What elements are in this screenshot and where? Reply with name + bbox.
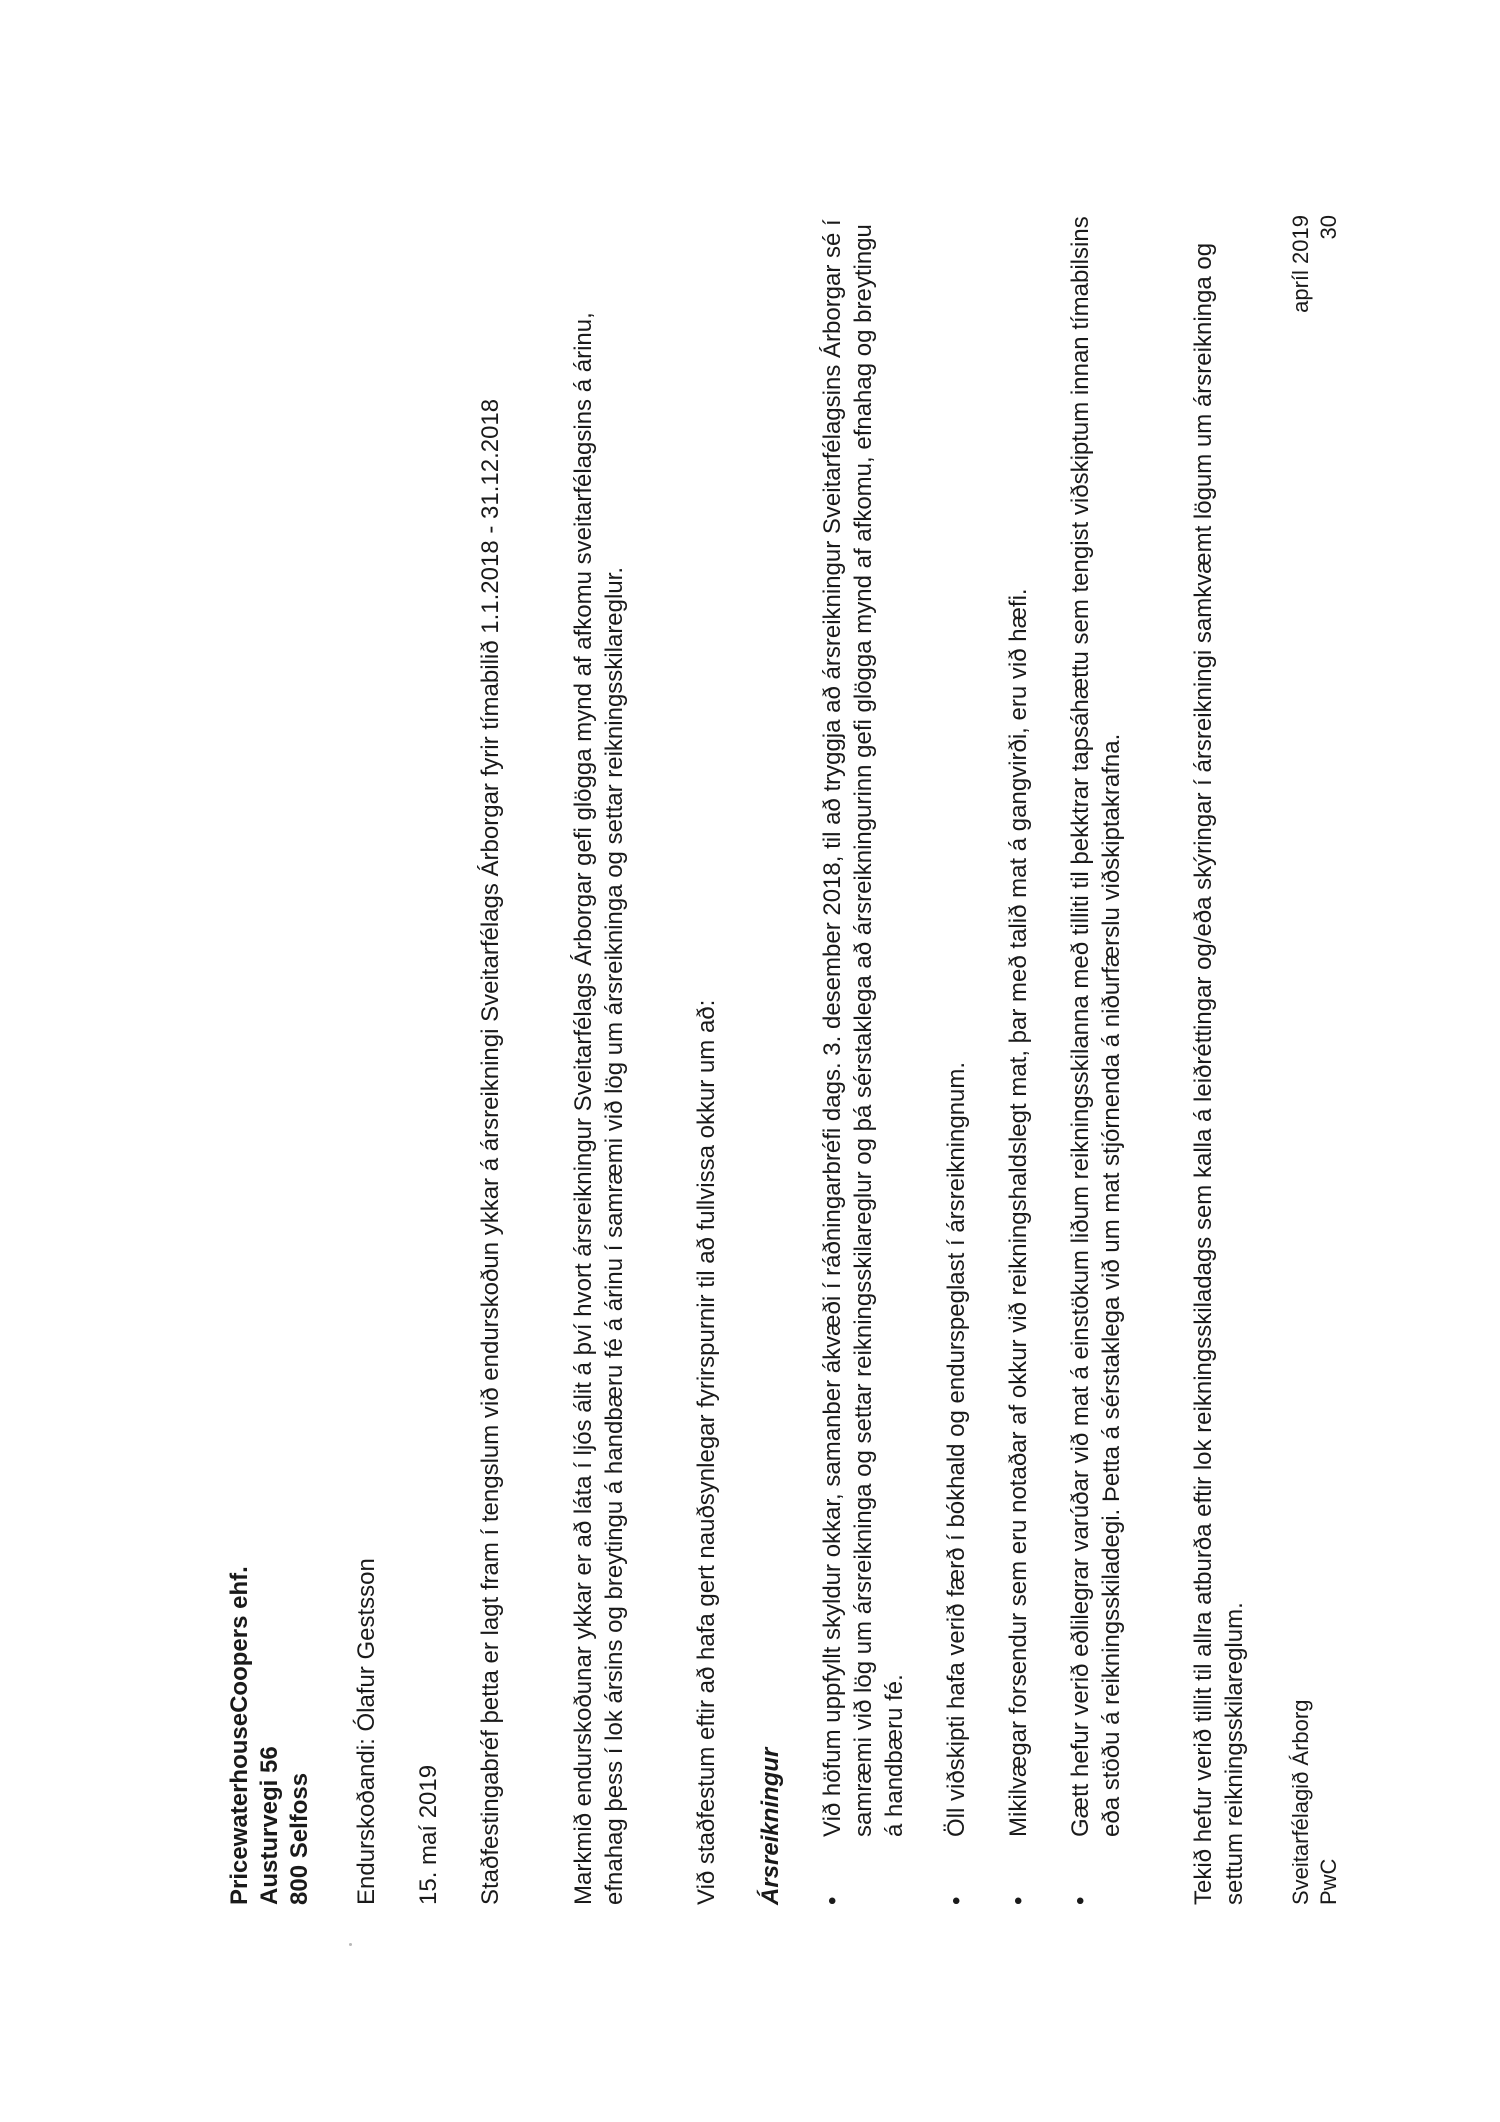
bullet-icon: •	[943, 1896, 970, 1905]
paragraph-confirmation: Við staðfestum eftir að hafa gert nauðsynlegar fyrirspurnir til að fullvissa okkur um að:	[693, 999, 720, 1905]
bullet-icon: •	[819, 1896, 846, 1905]
auditor-line: Endurskoðandi: Ólafur Gestsson	[353, 1558, 380, 1905]
footer-org-name: Sveitarfélagið Árborg	[1288, 1699, 1313, 1905]
scan-speck	[349, 1943, 352, 1946]
list-item	[941, 215, 972, 1905]
letter-date: 15. maí 2019	[415, 1764, 442, 1905]
postal-city: 800 Selfoss	[286, 1772, 313, 1905]
bullet-icon: •	[1067, 1896, 1094, 1905]
sender-address	[225, 215, 315, 1905]
list-item-text: Mikilvægar forsendur sem eru notaðar af okkur við reikningshaldslegt mat, þar með talið mat á gangvirði, eru við hæfi.	[1005, 588, 1032, 1837]
page-number: 30	[1316, 215, 1341, 240]
bullet-icon: •	[1005, 1896, 1032, 1905]
list-item-text: Öll viðskipti hafa verið færð í bókhald og endurspeglast í ársreikningnum.	[943, 1061, 970, 1837]
paragraph-objective: Markmið endurskoðunar ykkar er að láta í ljós álit á því hvort ársreikningur Sveitarfélags Árborgar gefi glögga mynd af afkomu sveitarfélagsins á árinu, efnahag þess í lok ársins og breytingu á handbæru fé á árinu í samræmi við lög um ársreikninga og settar reikningsskilareglur.	[570, 312, 628, 1905]
paragraph-closing: Tekið hefur verið tillit til allra atburða eftir lok reikningsskiladags sem kalla á leiðréttingar og/eða skýringar í ársreikningi samkvæmt lögum um ársreikninga og settum reikningsskilareglum.	[1190, 242, 1248, 1905]
company-name: PricewaterhouseCoopers ehf.	[226, 1566, 253, 1905]
list-item	[817, 215, 910, 1905]
rotated-letter-body	[225, 180, 1345, 1905]
footer-right	[1287, 215, 1343, 395]
list-item-text: Við höfum uppfyllt skyldur okkar, samanber ákvæði í ráðningarbréfi dags. 3. desember 2018, til að tryggja að ársreikningur Sveitarfélagsins Árborgar sé í samræmi við lög um ársreikninga og settar reikningsskilareglur og þá sérstaklega að ársreikningurinn gefi glögga mynd af afkomu, efnahag og breytingu á handbæru fé.	[819, 219, 908, 1837]
street-address: Austurvegi 56	[256, 1746, 283, 1905]
list-item	[1065, 215, 1127, 1905]
list-item-text: Gætt hefur verið eðlilegrar varúðar við mat á einstökum liðum reikningsskilanna með tilliti til þekktrar tapsáhættu sem tengist viðskiptum innan tímabilsins eða stöðu á reikningsskiladegi. Þetta á sérstaklega við um mat stjórnenda á niðurfærslu viðskiptakrafna.	[1067, 216, 1125, 1837]
list-item	[1003, 215, 1034, 1905]
footer-firm: PwC	[1316, 1858, 1341, 1905]
footer-left	[1287, 1700, 1343, 1905]
section-heading: Ársreikningur	[757, 1747, 784, 1905]
footer-date: apríl 2019	[1288, 215, 1313, 313]
paragraph-intro: Staðfestingabréf þetta er lagt fram í tengslum við endurskoðun ykkar á ársreikningi Sveitarfélags Árborgar fyrir tímabilið 1.1.2018 - 31.12.2018	[477, 398, 504, 1905]
